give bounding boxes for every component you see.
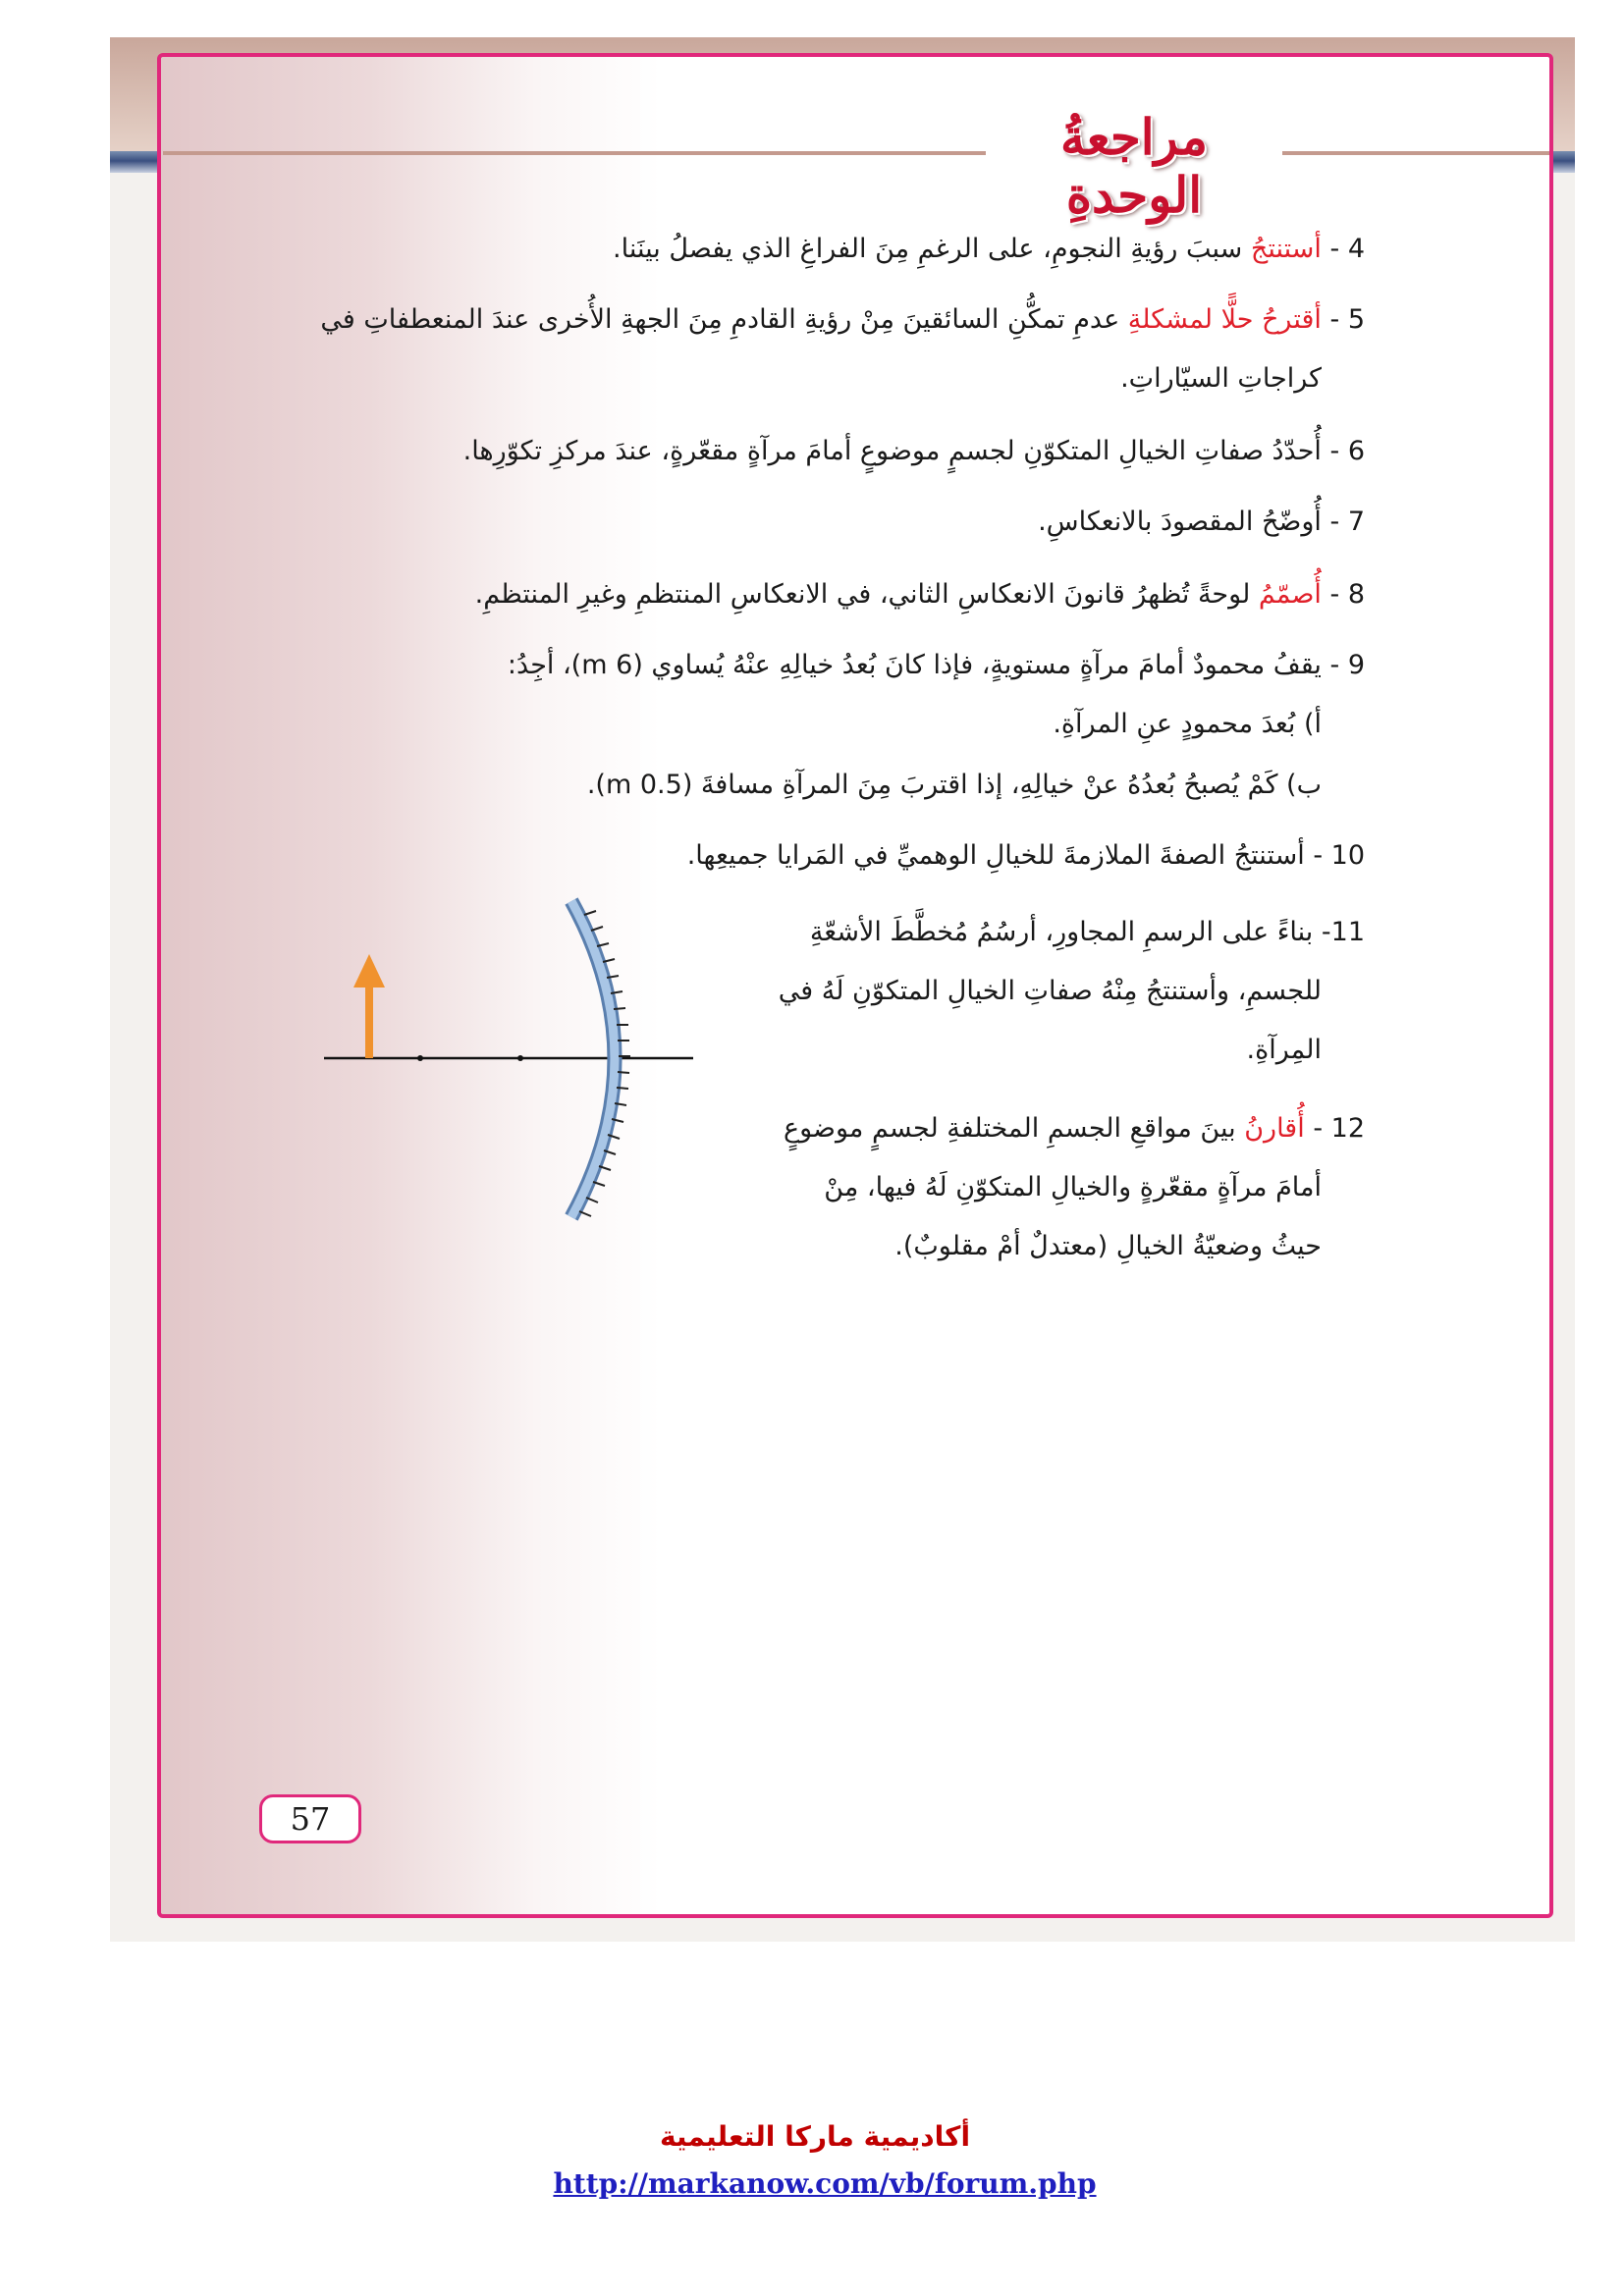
page-number: 57 [259, 1794, 361, 1843]
title-rule-left [163, 151, 986, 155]
question-text: أُوضّحُ المقصودَ بالانعكاسِ. [1038, 507, 1322, 537]
blue-rule-right [1551, 151, 1575, 173]
question-11-line3: المِرآةِ. [1246, 1035, 1322, 1065]
center-of-curvature [517, 1055, 523, 1061]
question-verb: أستنتجُ [1250, 234, 1322, 264]
question-number: 7 - [1329, 507, 1365, 537]
question-number: 12 - [1313, 1113, 1365, 1144]
question-number: 6 - [1329, 436, 1365, 466]
question-text: لوحةً تُظهرُ قانونَ الانعكاسِ الثاني، في الانعكاسِ المنتظمِ وغيرِ المنتظمِ. [474, 579, 1259, 610]
blue-rule-left [110, 151, 159, 173]
question-9-part-b: ب) كَمْ يُصبحُ بُعدُهُ عنْ خيالِهِ، إذا اقتربَ مِنَ المرآةِ مسافةَ (0.5 m). [586, 770, 1322, 800]
focal-point [417, 1055, 423, 1061]
question-verb: أقترحُ حلًّا لمشكلةِ [1127, 304, 1322, 335]
question-text: أُحدّدُ صفاتِ الخيالِ المتكوّنِ لجسمٍ موضوعٍ أمامَ مرآةٍ مقعّرةٍ، عندَ مركزِ تكوّرِها. [462, 436, 1322, 466]
question-number: 11- [1321, 917, 1365, 947]
question-12 [658, 1099, 1365, 1158]
question-4 [285, 220, 1365, 279]
question-verb: أُصمّمُ [1258, 579, 1322, 610]
question-11 [658, 903, 1365, 962]
footer-forum-link[interactable]: http://markanow.com/vb/forum.php [553, 2167, 1097, 2200]
question-number: 4 - [1329, 234, 1365, 264]
page-title: مراجعةُ الوحدةِ [1059, 108, 1209, 224]
footer-academy-name: أكاديمية ماركا التعليمية [659, 2120, 971, 2153]
question-11-line2: للجسمِ، وأستنتجُ مِنْهُ صفاتِ الخيالِ المتكوّنِ لَهُ في [778, 976, 1322, 1006]
question-10 [285, 827, 1365, 885]
question-text: عدمِ تمكُّنِ السائقينَ مِنْ رؤيةِ القادمِ مِنَ الجهةِ الأُخرى عندَ المنعطفاتِ في [320, 304, 1128, 335]
question-number: 8 - [1329, 579, 1365, 610]
object-arrow-icon [353, 954, 385, 1058]
question-number: 9 - [1329, 650, 1365, 680]
question-verb: أُقارنُ [1244, 1113, 1305, 1144]
question-9 [285, 636, 1365, 695]
question-8 [285, 565, 1365, 624]
question-text: أستنتجُ الصفةَ الملازمةَ للخيالِ الوهميِّ في المَرايا جميعِها. [686, 840, 1305, 871]
question-text: يقفُ محمودٌ أمامَ مرآةٍ مستويةٍ، فإذا كانَ بُعدُ خيالِهِ عنْهُ يُساوي (6 m)، أجِدُ: [507, 650, 1322, 680]
question-5 [245, 291, 1365, 349]
concave-mirror-diagram [314, 893, 707, 1237]
question-text: بناءً على الرسمِ المجاورِ، أرسُمُ مُخطَّطَ الأشعّةِ [809, 917, 1314, 947]
question-7 [285, 493, 1365, 552]
question-text: بينَ مواقعِ الجسمِ المختلفةِ لجسمٍ موضوعٍ [783, 1113, 1245, 1144]
question-text: سببَ رؤيةِ النجومِ، على الرغمِ مِنَ الفراغِ الذي يفصلُ بينَنا. [613, 234, 1251, 264]
title-rule-right [1282, 151, 1549, 155]
question-9-part-a: أ) بُعدَ محمودٍ عنِ المرآةِ. [1053, 709, 1322, 739]
question-12-line3: حيثُ وضعيّةُ الخيالِ (معتدلٌ أمْ مقلوبٌ). [894, 1231, 1322, 1261]
question-12-line2: أمامَ مرآةٍ مقعّرةٍ والخيالِ المتكوّنِ لَهُ فيها، مِنْ [824, 1172, 1322, 1202]
question-5-line2: كراجاتِ السيّاراتِ. [1120, 363, 1322, 394]
question-6 [285, 422, 1365, 481]
question-number: 10 - [1313, 840, 1365, 871]
question-number: 5 - [1329, 304, 1365, 335]
